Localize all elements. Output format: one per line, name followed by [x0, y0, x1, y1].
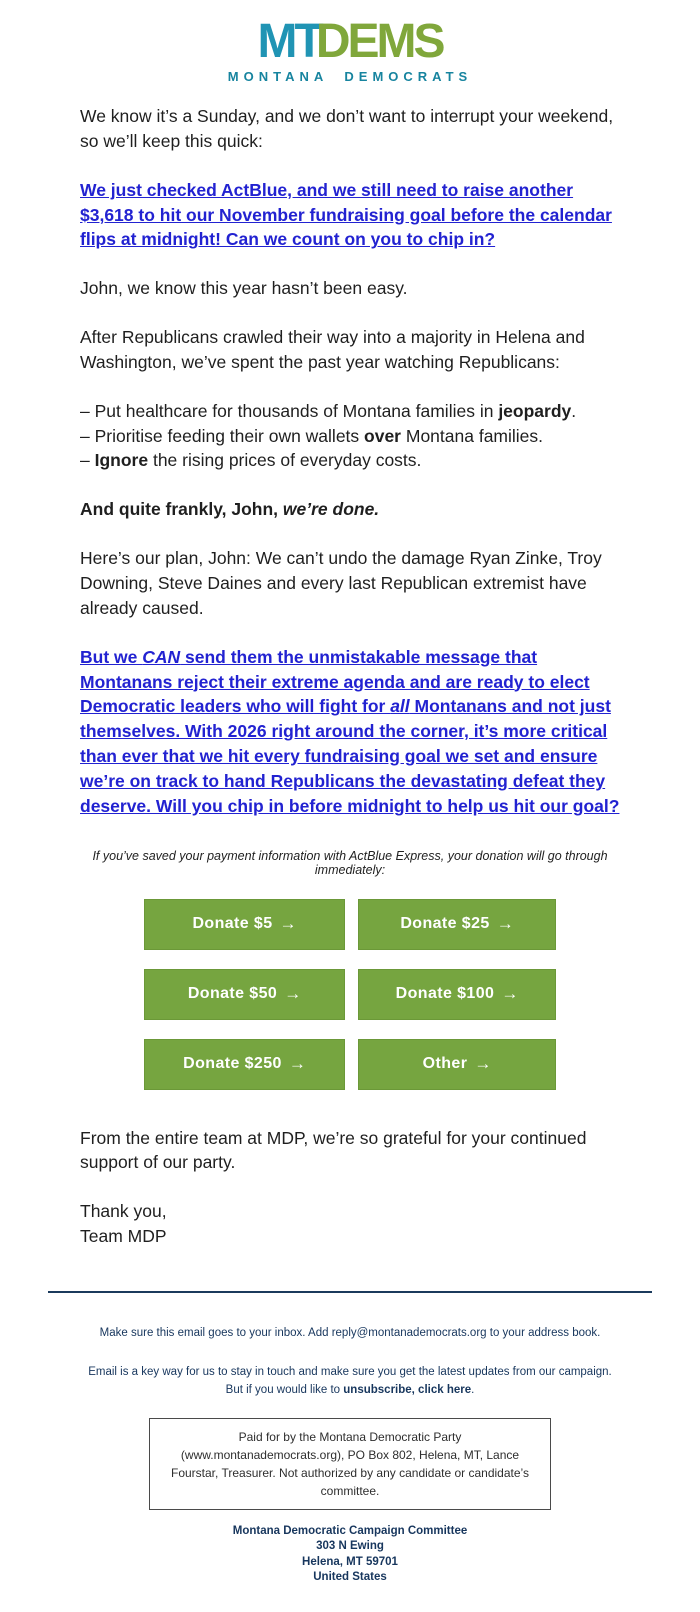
- were-done-text: we’re done.: [282, 499, 380, 520]
- chip-in-link-paragraph: [80, 645, 620, 819]
- paid-for-disclaimer-box: Paid for by the Montana Democratic Party (www.montanademocrats.org), PO Box 802, Helena, MT, Lance Fourstar, Treasurer. Not authorized by any candidate or candidate’s committee.: [149, 1418, 551, 1510]
- fundraising-goal-link[interactable]: We just checked ActBlue, and we still need to raise another $3,618 to hit our November fundraising goal before the calendar flips at midnight! Can we count on you to chip in?: [80, 179, 612, 250]
- list-item: [80, 399, 620, 424]
- footer-divider: [48, 1291, 652, 1293]
- list-item-bold-text: Ignore: [94, 450, 149, 471]
- arrow-right-icon: →: [474, 1054, 492, 1074]
- list-item-bold-text: over: [364, 425, 401, 446]
- unsubscribe-link[interactable]: unsubscribe, click here: [343, 1384, 472, 1397]
- after-republicans-paragraph: After Republicans crawled their way into a majority in Helena and Washington, we’ve spent the past year watching Republicans:: [80, 327, 585, 372]
- unsubscribe-line: [0, 1381, 700, 1399]
- donate-button-label: Donate $25: [400, 915, 490, 933]
- intro-paragraph: We know it’s a Sunday, and we don’t want to interrupt your weekend, so we’ll keep this quick:: [80, 106, 614, 151]
- donate-50-button[interactable]: [144, 969, 345, 1020]
- logo-dems-text: DEMS: [315, 15, 443, 68]
- donate-100-button[interactable]: [358, 969, 556, 1020]
- email-body-content: [0, 92, 700, 1249]
- list-item-text: .: [571, 400, 577, 421]
- goal-link-paragraph: [80, 178, 620, 253]
- logo-subtitle: MONTANA DEMOCRATS: [227, 69, 473, 84]
- donate-button-label: Donate $5: [192, 915, 273, 933]
- email-footer: [0, 1327, 700, 1586]
- mailing-address: [0, 1524, 700, 1586]
- arrow-right-icon: →: [279, 914, 297, 934]
- unsubscribe-pre-text: But if you would like to: [225, 1384, 344, 1397]
- grievance-list: [80, 399, 620, 474]
- list-item-bold-text: jeopardy: [498, 400, 572, 421]
- logo-wordmark: [0, 15, 700, 68]
- donate-250-button[interactable]: [144, 1039, 345, 1090]
- list-item-text: Montana families.: [401, 425, 544, 446]
- donate-5-button[interactable]: [144, 899, 345, 950]
- donate-button-grid: [144, 899, 556, 1090]
- arrow-right-icon: →: [501, 984, 519, 1004]
- actblue-express-note: If you’ve saved your payment information with ActBlue Express, your donation will go through immediately:: [92, 848, 608, 877]
- donate-button-label: Donate $100: [395, 985, 495, 1003]
- link-text-can-italic: CAN: [142, 646, 181, 667]
- list-item: [80, 424, 620, 449]
- closing-paragraph: From the entire team at MDP, we’re so grateful for your continued support of our party.: [80, 1127, 587, 1173]
- donate-button-label: Donate $50: [187, 985, 278, 1003]
- list-item-text: the rising prices of everyday costs.: [148, 450, 422, 471]
- list-item-text: –: [80, 450, 95, 471]
- frankly-text: And quite frankly, John,: [80, 499, 283, 520]
- donate-other-button[interactable]: [358, 1039, 556, 1090]
- link-text-run: send them the unmistakable message that Montanans reject their extreme agenda and are ready to elect Democratic leaders who will fight for: [80, 646, 590, 717]
- link-text-run: But we: [80, 646, 143, 667]
- mtdems-logo: [0, 0, 700, 92]
- address-line: 303 N Ewing: [316, 1540, 384, 1553]
- list-item-text: – Put healthcare for thousands of Montana families in: [80, 400, 499, 421]
- arrow-right-icon: →: [288, 1054, 306, 1074]
- list-item-text: – Prioritise feeding their own wallets: [80, 425, 365, 446]
- donate-button-label: Other: [422, 1055, 468, 1073]
- inbox-note: Make sure this email goes to your inbox. Add reply@montanademocrats.org to your address book.: [99, 1326, 601, 1339]
- link-text-run: Montanans and not just themselves. With 2026 right around the corner, it’s more critical than ever that we hit every fundraising goal we set and ensure we’re on track to hand Republicans the devastating defeat they deserve. Will you chip in before midnight to help us hit our goal?: [80, 696, 620, 816]
- john-paragraph: John, we know this year hasn’t been easy.: [80, 278, 408, 299]
- arrow-right-icon: →: [284, 984, 302, 1004]
- address-line: Helena, MT 59701: [302, 1555, 398, 1568]
- list-item: [80, 448, 620, 473]
- address-line: Montana Democratic Campaign Committee: [232, 1524, 468, 1537]
- donate-button-label: Donate $250: [183, 1055, 282, 1073]
- link-text-all-italic: all: [390, 696, 410, 717]
- frankly-paragraph: [80, 497, 620, 522]
- arrow-right-icon: →: [496, 914, 514, 934]
- logo-mt-text: MT: [257, 15, 321, 68]
- address-line: United States: [313, 1571, 387, 1584]
- plan-paragraph: Here’s our plan, John: We can’t undo the damage Ryan Zinke, Troy Downing, Steve Daines and every last Republican extremist have already caused.: [80, 548, 602, 618]
- signature-team-line: Team MDP: [80, 1226, 167, 1247]
- unsubscribe-block: [0, 1363, 700, 1400]
- donate-25-button[interactable]: [358, 899, 556, 950]
- signature-thanks-line: Thank you,: [80, 1201, 167, 1222]
- signature-block: [80, 1199, 620, 1249]
- stay-in-touch-text: Email is a key way for us to stay in touch and make sure you get the latest updates from our campaign.: [88, 1365, 612, 1378]
- chip-in-link[interactable]: [80, 647, 619, 816]
- unsubscribe-post-text: .: [471, 1384, 475, 1397]
